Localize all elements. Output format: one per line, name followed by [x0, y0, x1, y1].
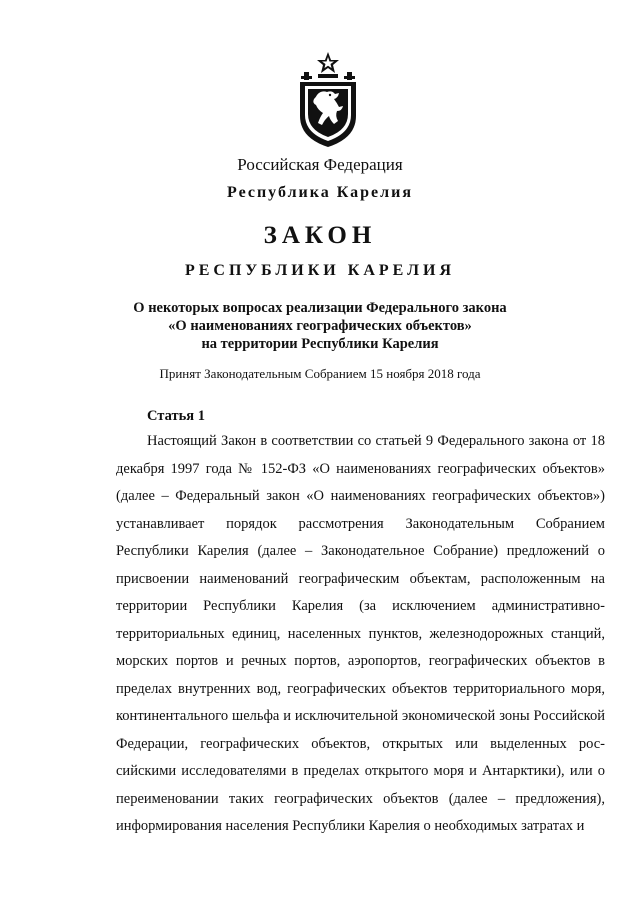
law-title: ЗАКОН [263, 222, 377, 249]
law-subtitle: РЕСПУБЛИКИ КАРЕЛИЯ [184, 262, 456, 279]
subject-line-3: на территории Республики Карелия [201, 336, 439, 352]
law-subject [0, 299, 640, 353]
article-heading: Статья 1 [147, 408, 205, 424]
coat-of-arms-karelia-icon [296, 50, 360, 150]
subject-line-2: «О наименованиях географических объектов» [168, 318, 472, 334]
pine-crown-icon [301, 72, 355, 80]
federation-label: Российская Федерация [237, 155, 403, 174]
republic-label: Республика Карелия [227, 184, 413, 201]
adoption-note: Принят Законодательным Собранием 15 ноября 2018 года [159, 366, 481, 381]
star-icon [317, 52, 339, 73]
subject-line-1: О некоторых вопросах реализации Федерального закона [133, 300, 507, 316]
article-body: Настоящий Закон в соответствии со статьей 9 Федерального закона от 18 декабря 1997 года № 152-ФЗ «О наименованиях географических объектов» (далее – Федеральный закон «О наименованиях географических объектов») устанавливает порядок рассмотрения Законодательным Собранием Республики Карелия (далее – Законодательное Собрание) предложений о присвоении наименований географическим объектам, расположенным на территории Республики Карелия (за исключением административно-территориальных единиц, населенных пунктов, железнодорожных станций, морских портов и речных портов, аэропортов, географических объектов в пределах внутренних вод, географических объектов территориального моря, континентального шельфа и исключительной экономической зоны Российской Федерации, географических объектов, открытых или выделенных российскими исследователями в пределах открытого моря и Антарктики), или о переименовании таких географических объектов (далее – предложения), информирования населения Республики Карелия о необходимых затратах и [116, 433, 605, 834]
